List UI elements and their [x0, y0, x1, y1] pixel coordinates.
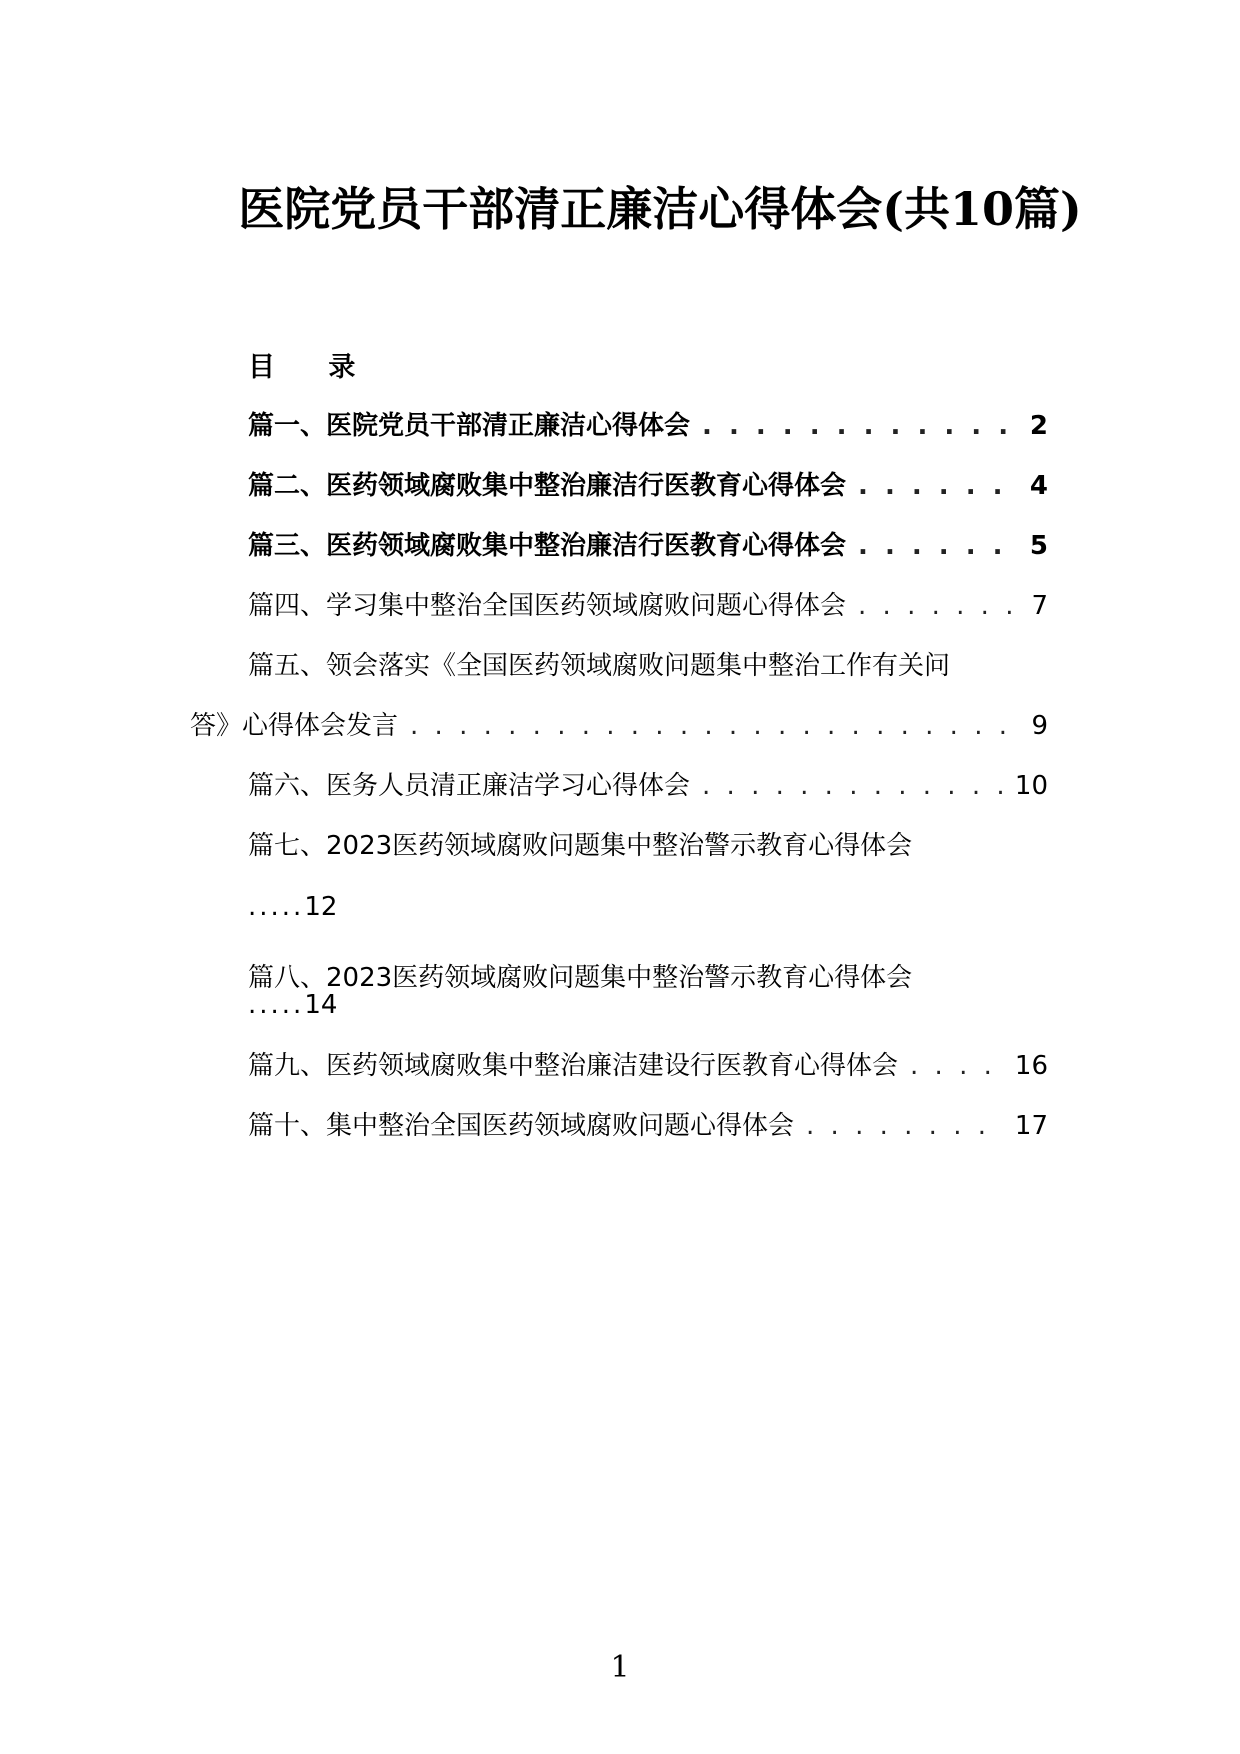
toc-entry-page: 16	[1014, 1051, 1048, 1081]
toc-leader-dots	[910, 1051, 1003, 1081]
toc-entry-page: 17	[1014, 1111, 1048, 1141]
toc-leader-dots	[806, 1111, 1003, 1141]
page-number: 1	[610, 1650, 630, 1685]
toc-leader-dots: .....	[248, 892, 305, 922]
toc-entry-page: 2	[1029, 411, 1048, 441]
toc-entry-page: 10	[1014, 771, 1048, 801]
toc-leader-dots	[858, 531, 1014, 561]
toc-entry-label: 篇十、集中整治全国医药领域腐败问题心得体会	[248, 1111, 795, 1141]
toc-leader-dots	[858, 471, 1014, 501]
toc-entry-label: 篇六、医务人员清正廉洁学习心得体会	[248, 771, 691, 801]
toc-leader-dots	[410, 711, 1014, 741]
toc-entry-4[interactable]	[248, 585, 1048, 619]
toc-entry-label: 篇三、医药领域腐败集中整治廉洁行医教育心得体会	[248, 531, 847, 561]
toc-leader-dots	[702, 411, 1014, 441]
toc-entry-1[interactable]	[248, 405, 1048, 439]
toc-entry-page: 7	[1031, 591, 1048, 621]
toc-entry-8-page-line[interactable]	[248, 990, 337, 1024]
toc-entry-label: 篇九、医药领域腐败集中整治廉洁建设行医教育心得体会	[248, 1051, 899, 1081]
toc-entry-3[interactable]	[248, 525, 1048, 559]
toc-entry-label: 篇四、学习集中整治全国医药领域腐败问题心得体会	[248, 591, 847, 621]
document-title: 医院党员干部清正廉洁心得体会(共10篇)	[238, 182, 1082, 236]
toc-entry-10[interactable]	[248, 1105, 1048, 1139]
toc-leader-dots	[702, 771, 1003, 801]
toc-entry-5[interactable]	[190, 705, 1048, 739]
toc-entry-6[interactable]	[248, 765, 1048, 799]
toc-entry-page: 5	[1029, 531, 1048, 561]
toc-entry-2[interactable]	[248, 465, 1048, 499]
toc-entry-5-line1[interactable]: 篇五、领会落实《全国医药领域腐败问题集中整治工作有关问	[248, 651, 951, 681]
toc-entry-page: 4	[1029, 471, 1048, 501]
toc-entry-page: 12	[304, 892, 338, 922]
toc-entry-page: 14	[304, 990, 338, 1020]
toc-entry-label: 答》心得体会发言	[190, 711, 399, 741]
toc-entry-7-page-line[interactable]	[248, 892, 337, 926]
toc-entry-label: 篇一、医院党员干部清正廉洁心得体会	[248, 411, 691, 441]
toc-entry-label: 篇二、医药领域腐败集中整治廉洁行医教育心得体会	[248, 471, 847, 501]
toc-entry-8-label[interactable]: 篇八、2023医药领域腐败问题集中整治警示教育心得体会	[248, 963, 913, 993]
toc-leader-dots	[858, 591, 1014, 621]
toc-entry-9[interactable]	[248, 1045, 1048, 1079]
toc-entry-7-label[interactable]: 篇七、2023医药领域腐败问题集中整治警示教育心得体会	[248, 831, 913, 861]
toc-entry-page: 9	[1031, 711, 1048, 741]
toc-heading: 目 录	[248, 352, 378, 383]
toc-leader-dots: .....	[248, 990, 305, 1020]
